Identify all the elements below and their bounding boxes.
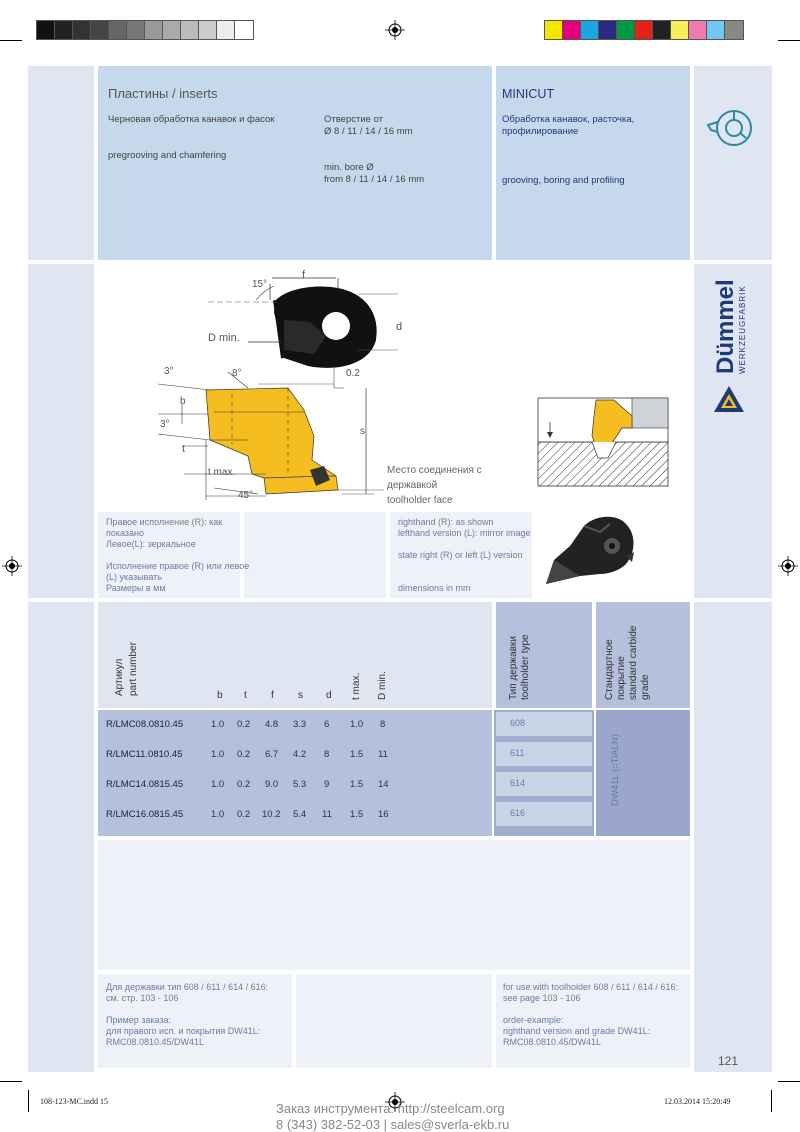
col-grade-4: grade	[640, 674, 651, 700]
row-3-holder: 614	[510, 778, 526, 788]
right-margin-panel-1	[694, 66, 772, 260]
print-file-name: 108-123-MC.indd 15	[40, 1097, 108, 1106]
dim-15: 15°	[252, 279, 268, 290]
col-dmin: D min.	[377, 671, 388, 700]
row-1-b: 1.0	[211, 719, 225, 730]
dim-d: d	[396, 321, 403, 333]
row-2-s: 4.2	[293, 749, 307, 760]
row-4-s: 5.4	[293, 809, 307, 820]
footer-en-3: order-example:	[503, 1015, 564, 1025]
brand-subtitle: WERKZEUGFABRIK	[738, 285, 747, 374]
note-ru-1: Правое исполнение (R): как	[106, 517, 223, 527]
grade-value: DW41L (=TiALN)	[610, 734, 621, 806]
row-3-tmax: 1.5	[350, 779, 364, 790]
brand-logo	[700, 270, 768, 414]
dim-3b: 3°	[160, 419, 170, 430]
row-1-t: 0.2	[237, 719, 251, 730]
color-bar	[544, 20, 744, 40]
col-s: s	[298, 690, 303, 701]
row-2-t: 0.2	[237, 749, 251, 760]
row-4-holder-cell	[496, 802, 592, 826]
col-grade-2: покрытие	[616, 656, 627, 700]
note-en-4: dimensions in mm	[398, 583, 471, 593]
description-ru: Черновая обработка канавок и фасок	[108, 114, 275, 125]
bore-en-1: min. bore Ø	[324, 162, 374, 173]
footer-ru-5: RMC08.0810.45/DW41L	[106, 1037, 205, 1047]
page-title: Пластины / inserts	[108, 86, 218, 101]
footer-ru-2: см. стр. 103 - 106	[106, 993, 179, 1003]
row-3-dmin: 14	[378, 779, 389, 790]
col-part-en: part number	[128, 642, 139, 696]
dim-3a: 3°	[164, 366, 174, 377]
footer-en-2: see page 103 - 106	[503, 993, 581, 1003]
bore-ru-1: Отверстие от	[324, 114, 384, 125]
row-4-f: 10.2	[262, 809, 281, 820]
application-ru-2: профилирование	[502, 126, 579, 137]
crop-mark	[778, 1081, 800, 1082]
dim-s: s	[360, 426, 365, 437]
dim-8: 8°	[232, 368, 242, 379]
footer-ru-3: Пример заказа:	[106, 1015, 172, 1025]
contact-line-2: 8 (343) 382-52-03 | sales@sverla-ekb.ru	[276, 1117, 510, 1132]
row-2-b: 1.0	[211, 749, 225, 760]
col-holder-ru: Тип державки	[508, 636, 519, 700]
row-3-f: 9.0	[265, 779, 279, 790]
table-header-panel	[98, 602, 492, 708]
note-ru-6: Размеры в мм	[106, 583, 166, 593]
dim-tmax: t max.	[208, 467, 236, 478]
insert-icon	[702, 106, 756, 150]
grayscale-bar	[36, 20, 254, 40]
insert-photo	[540, 512, 640, 590]
crop-mark	[28, 1090, 29, 1112]
left-margin-panel-3	[28, 602, 94, 1072]
row-2-part: R/LMC11.0810.45	[106, 749, 183, 760]
page-number: 121	[718, 1054, 739, 1068]
note-en-3: state right (R) or left (L) version	[398, 550, 523, 560]
row-1-d: 6	[324, 719, 330, 730]
note-ru-2: показано	[106, 528, 145, 538]
row-3-holder-cell	[496, 772, 592, 796]
application-ru-1: Обработка канавок, расточка,	[502, 114, 635, 125]
left-margin-panel-1	[28, 66, 94, 260]
col-part-ru: Артикул	[114, 658, 125, 696]
registration-mark-left	[2, 556, 22, 576]
col-b: b	[217, 690, 223, 701]
col-d: d	[326, 690, 332, 701]
row-3-t: 0.2	[237, 779, 251, 790]
footer-ru-1: Для державки тип 608 / 611 / 614 / 616:	[106, 982, 269, 992]
footer-ru-4: для правого исп. и покрытия DW41L:	[106, 1026, 261, 1036]
row-3-part: R/LMC14.0815.45	[106, 779, 184, 790]
footer-en-5: RMC08.0810.45/DW41L	[503, 1037, 602, 1047]
row-2-d: 8	[324, 749, 330, 760]
blank-panel	[98, 840, 690, 970]
crop-mark	[778, 40, 800, 41]
registration-mark-right	[778, 556, 798, 576]
row-4-t: 0.2	[237, 809, 251, 820]
footer-panel-mid	[296, 974, 492, 1068]
row-4-holder: 616	[510, 808, 526, 818]
note-ru-5: (L) указывать	[106, 572, 162, 582]
application-en: grooving, boring and profiling	[502, 175, 625, 186]
row-1-f: 4.8	[265, 719, 279, 730]
row-2-f: 6.7	[265, 749, 279, 760]
row-1-part: R/LMC08.0810.45	[106, 719, 184, 730]
col-grade-1: Стандартное	[604, 639, 615, 700]
dim-b: b	[180, 396, 186, 407]
col-tmax: t max.	[351, 672, 362, 700]
row-4-tmax: 1.5	[350, 809, 364, 820]
note-en-1: righthand (R): as shown	[398, 517, 494, 527]
row-2-tmax: 1.5	[350, 749, 364, 760]
application-sketch	[536, 396, 670, 488]
col-grade-3: standard carbide	[628, 625, 639, 700]
row-2-holder-cell	[496, 742, 592, 766]
row-4-dmin: 16	[378, 809, 389, 820]
dim-45: 45°	[238, 490, 254, 501]
row-1-holder-cell	[496, 712, 592, 736]
bore-en-2: from 8 / 11 / 14 / 16 mm	[324, 174, 425, 185]
description-en: pregrooving and chamfering	[108, 150, 227, 161]
row-1-dmin: 8	[380, 719, 386, 730]
row-4-part: R/LMC16.0815.45	[106, 809, 184, 820]
crop-mark	[771, 1090, 772, 1112]
row-2-holder: 611	[510, 748, 525, 758]
row-4-b: 1.0	[211, 809, 225, 820]
notes-panel-mid	[244, 512, 386, 598]
footer-en-4: righthand version and grade DW41L:	[503, 1026, 651, 1036]
note-ru-3: Левое(L): зеркальное	[106, 539, 196, 549]
row-1-tmax: 1.0	[350, 719, 364, 730]
joint-label-1: Место соединения с	[387, 465, 482, 476]
left-margin-panel-2	[28, 264, 94, 598]
dim-t: t	[182, 443, 186, 455]
col-t: t	[244, 690, 247, 701]
col-f: f	[271, 690, 274, 701]
row-3-d: 9	[324, 779, 330, 790]
brand-name: Dümmel	[712, 279, 739, 374]
bore-ru-2: Ø 8 / 11 / 14 / 16 mm	[324, 126, 413, 137]
contact-line-1: Заказ инструмента: http://steelcam.org	[276, 1101, 505, 1116]
note-en-2: lefthand version (L): mirror image	[398, 528, 531, 538]
row-1-s: 3.3	[293, 719, 307, 730]
product-name: MINICUT	[502, 87, 555, 101]
joint-label-2: державкой	[387, 480, 438, 491]
insert-technical-drawing	[98, 264, 398, 514]
right-margin-panel-3	[694, 602, 772, 1072]
joint-label-3: toolholder face	[387, 495, 453, 506]
dim-dmin: D min.	[208, 332, 240, 344]
row-3-s: 5.3	[293, 779, 307, 790]
dim-0-2: 0.2	[346, 368, 360, 379]
row-2-dmin: 11	[378, 749, 388, 760]
row-3-b: 1.0	[211, 779, 225, 790]
registration-mark-top	[385, 20, 405, 40]
col-holder-en: toolholder type	[520, 634, 531, 700]
crop-mark	[0, 1081, 22, 1082]
row-1-holder: 608	[510, 718, 526, 728]
dim-f: f	[302, 269, 306, 281]
footer-en-1: for use with toolholder 608 / 611 / 614 / 616:	[503, 982, 678, 992]
brand-triangle-icon	[712, 384, 746, 414]
row-4-d: 11	[322, 809, 332, 820]
print-date: 12.03.2014 15:20:49	[664, 1097, 731, 1106]
note-ru-4: Исполнение правое (R) или левое	[106, 561, 250, 571]
crop-mark	[0, 40, 22, 41]
